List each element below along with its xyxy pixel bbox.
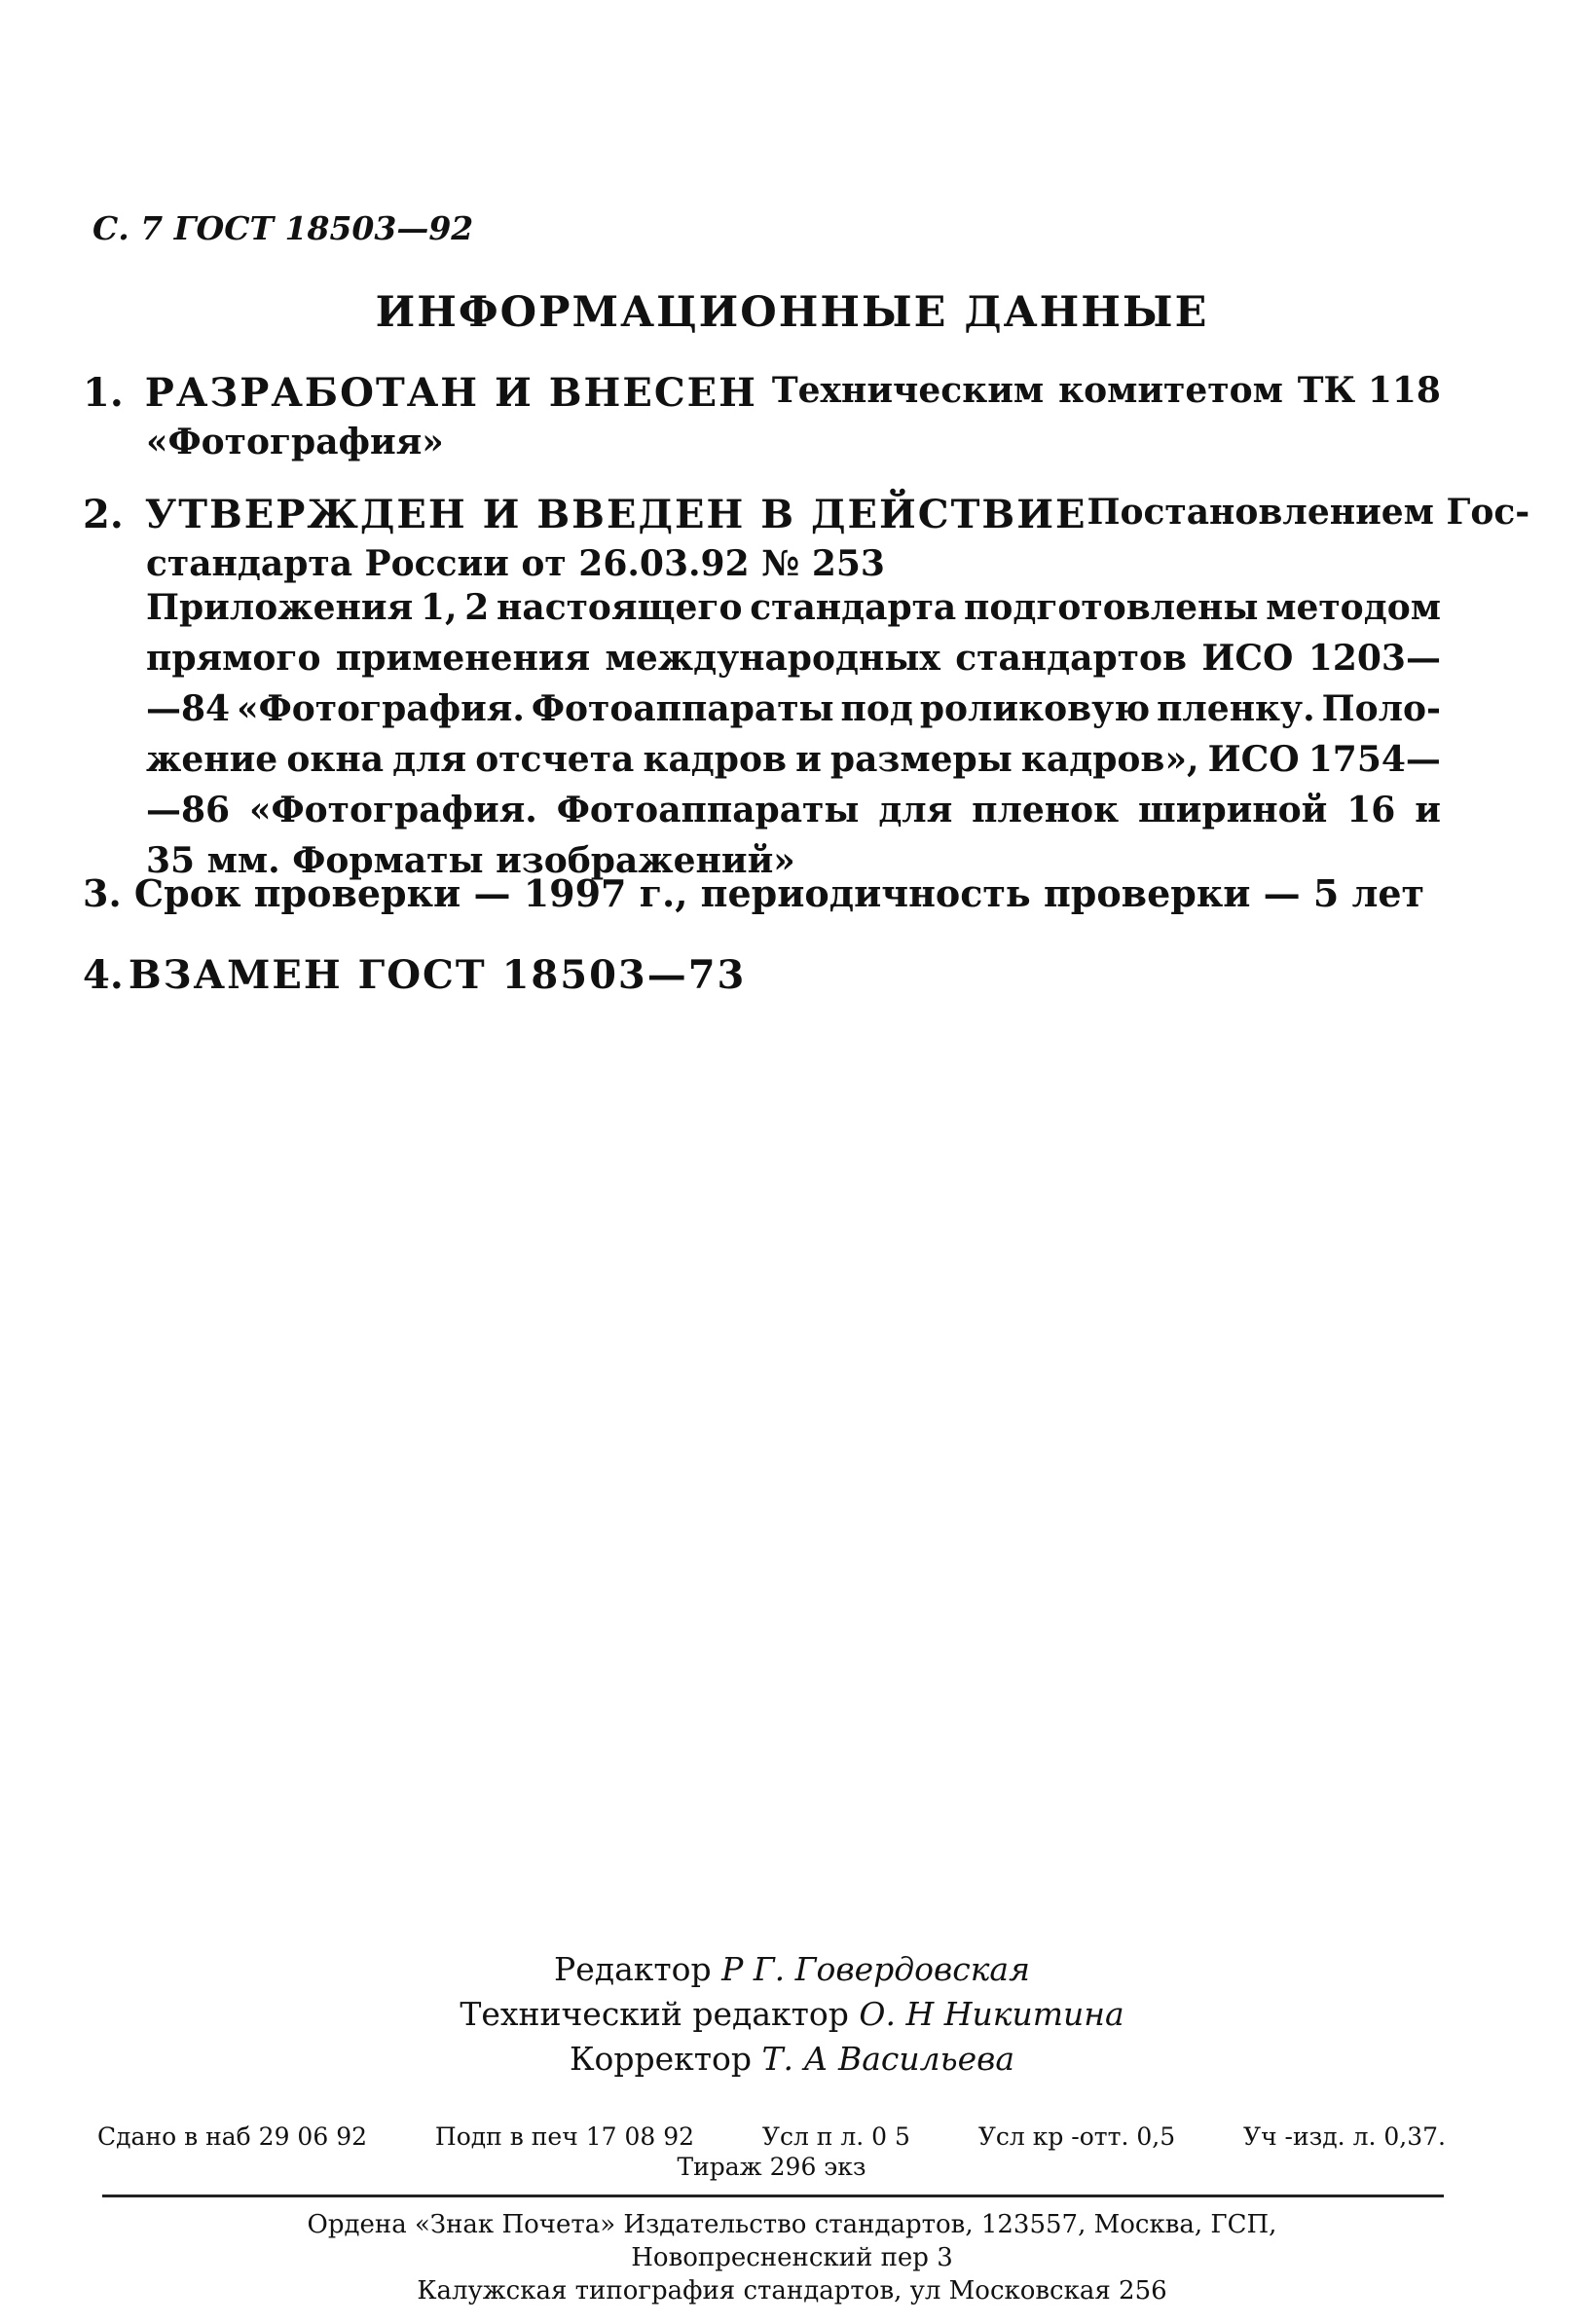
credits [0, 1947, 1584, 2082]
paragraph-line [146, 633, 1441, 683]
paragraph-word: —84 [146, 688, 231, 729]
item-1-word: комитетом [1058, 370, 1283, 411]
print-info-part: Сдано в наб 29 06 92 [97, 2122, 368, 2151]
item-3 [83, 871, 1424, 915]
item-4-number: 4. [83, 952, 124, 998]
publisher-line: Новопресненский пер 3 [631, 2243, 953, 2272]
paragraph-word: Приложения [146, 587, 414, 628]
item-2 [83, 492, 1530, 537]
item-2-paragraph [146, 582, 1441, 886]
credit-row [0, 2037, 1584, 2082]
credit-name: Т. А Васильева [761, 2040, 1015, 2078]
credit-row [0, 1992, 1584, 2037]
paragraph-word: 1754— [1308, 739, 1441, 780]
publisher-line: Калужская типография стандартов, ул Московская 256 [417, 2276, 1167, 2306]
item-1-number: 1. [83, 370, 124, 416]
item-2-left [83, 492, 1087, 537]
credit-role: Редактор [554, 1950, 712, 1988]
paragraph-word: отсчета [475, 739, 635, 780]
paragraph-word: «Фотография. [248, 790, 537, 830]
paragraph-word: под [840, 688, 913, 729]
paragraph-word: и [795, 739, 822, 780]
item-2-number: 2. [83, 492, 124, 537]
divider [102, 2195, 1444, 2197]
paragraph-word: ИСО [1207, 739, 1300, 780]
paragraph-line [146, 582, 1441, 633]
page-header: С. 7 ГОСТ 18503—92 [92, 209, 474, 247]
publisher-info [0, 2208, 1584, 2307]
paragraph-word: кадров [643, 739, 787, 780]
paragraph-word: методом [1266, 587, 1441, 628]
credit-role: Технический редактор [460, 1995, 849, 2033]
paragraph-word: 35 мм. Форматы изображений» [146, 840, 795, 881]
paragraph-word: шириной [1138, 790, 1328, 830]
print-run: Тираж 296 экз [677, 2153, 866, 2181]
item-2-tail: Постановлением Гос- [1087, 492, 1530, 533]
paragraph-word: 1203— [1308, 638, 1441, 679]
item-1-word: ТК 118 [1297, 370, 1441, 411]
paragraph-word: пленку. [1157, 688, 1315, 729]
paragraph-word: ИСО [1201, 638, 1294, 679]
paragraph-word: настоящего [497, 587, 743, 628]
item-1-heading: РАЗРАБОТАН И ВНЕСЕН [144, 370, 757, 416]
item-1-line-2: «Фотография» [146, 422, 444, 462]
item-1-word: Техническим [771, 370, 1045, 411]
paragraph-word: 16 [1346, 790, 1396, 830]
paragraph-line [146, 785, 1441, 835]
paragraph-word: стандартов [955, 638, 1187, 679]
item-2-line-2: стандарта России от 26.03.92 № 253 [146, 543, 885, 584]
credit-name: О. Н Никитина [859, 1995, 1124, 2033]
print-info-part: Усл п л. 0 5 [761, 2122, 910, 2151]
item-2-heading: УТВЕРЖДЕН И ВВЕДЕН В ДЕЙСТВИЕ [144, 492, 1087, 537]
item-1-left [83, 370, 757, 416]
item-1 [83, 370, 1441, 416]
paragraph-word: «Фотография. [237, 688, 525, 729]
item-4 [83, 952, 746, 998]
paragraph-word: подготовлены [963, 587, 1259, 628]
print-info-part: Уч -изд. л. 0,37. [1243, 2122, 1446, 2151]
paragraph-word: пленок [972, 790, 1120, 830]
paragraph-word: для [392, 739, 467, 780]
paragraph-word: стандарта [750, 587, 957, 628]
paragraph-word: прямого [146, 638, 321, 679]
paragraph-word: жение [146, 739, 278, 780]
paragraph-line [146, 683, 1441, 734]
item-3-number: 3. [83, 871, 122, 915]
print-info-part: Подп в печ 17 08 92 [434, 2122, 695, 2151]
paragraph-word: международных [605, 638, 940, 679]
paragraph-word: 1, [420, 587, 458, 628]
paragraph-word: роликовую [919, 688, 1151, 729]
item-4-heading: ВЗАМЕН ГОСТ 18503—73 [128, 952, 747, 998]
paragraph-word: Фотоаппараты [556, 790, 860, 830]
section-title: ИНФОРМАЦИОННЫЕ ДАННЫЕ [375, 288, 1209, 337]
print-info [97, 2122, 1446, 2181]
paragraph-word: кадров», [1020, 739, 1199, 780]
paragraph-word: окна [286, 739, 385, 780]
print-info-line [97, 2122, 1446, 2151]
publisher-line: Ордена «Знак Почета» Издательство стандартов, 123557, Москва, ГСП, [307, 2210, 1277, 2239]
paragraph-word: применения [335, 638, 591, 679]
print-info-part: Усл кр -отт. 0,5 [977, 2122, 1176, 2151]
paragraph-word: и [1415, 790, 1441, 830]
item-3-text: Срок проверки — 1997 г., периодичность проверки — 5 лет [133, 871, 1425, 915]
credit-name: Р Г. Говердовская [721, 1950, 1030, 1988]
paragraph-word: —86 [146, 790, 231, 830]
paragraph-word: для [878, 790, 953, 830]
credit-row [0, 1947, 1584, 1992]
paragraph-word: Фотоаппараты [531, 688, 834, 729]
paragraph-word: 2 [464, 587, 490, 628]
paragraph-word: Поло- [1321, 688, 1441, 729]
paragraph-word: размеры [829, 739, 1013, 780]
credit-role: Корректор [569, 2040, 753, 2078]
paragraph-line [146, 734, 1441, 785]
